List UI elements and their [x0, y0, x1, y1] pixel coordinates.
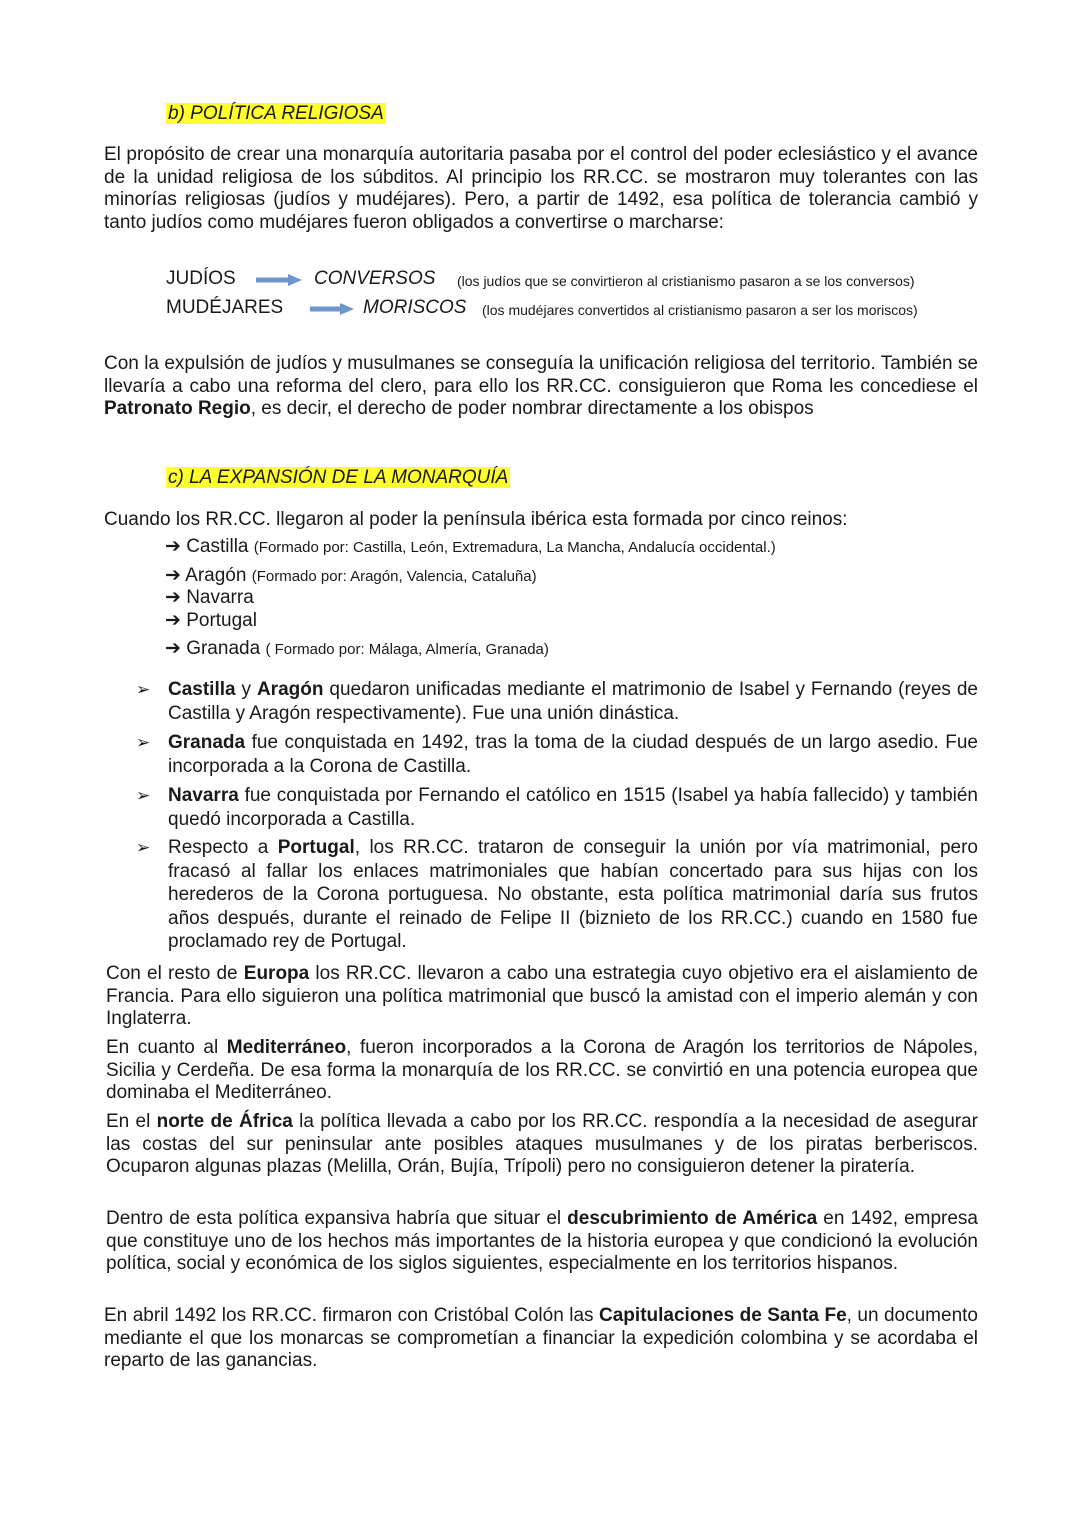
conversion-to: MORISCOS	[363, 297, 467, 318]
closing-text: Con la expulsión de judíos y musulmanes se conseguía la unificación religiosa del territorio. También se llevaría a cabo una reforma del clero, para ello los RR.CC. consiguieron que Roma les concediese el	[104, 353, 978, 397]
kingdom-name: Portugal	[186, 610, 257, 631]
kingdom-item	[165, 586, 254, 610]
paragraph-mediterraneo	[106, 1037, 978, 1105]
paragraph-text: en 1492, empresa que constituye uno de los hechos más importantes de la historia europea y que condicionó la evolución política, social y económica de los siglos siguientes, especialmente en los territorios hispanos.	[106, 1208, 978, 1275]
arrow-icon: ➔	[165, 565, 181, 586]
bullet-text: y	[235, 679, 257, 700]
bullet-navarra	[168, 784, 978, 831]
paragraph-text: los RR.CC. llevaron a cabo una estrategia cuyo objetivo era el aislamiento de Francia. Para ello siguieron una política matrimonial que buscó la amistad con el imperio alemán y con Inglaterra.	[106, 963, 978, 1030]
bold-term: Navarra	[168, 785, 239, 806]
conversion-to: CONVERSOS	[314, 268, 436, 289]
bold-term: norte de África	[156, 1111, 293, 1132]
kingdom-detail: (Formado por: Castilla, León, Extremadura, La Mancha, Andalucía occidental.)	[253, 539, 776, 556]
bullet-text: quedaron unificadas mediante el matrimonio de Isabel y Fernando (reyes de Castilla y Aragón respectivamente). Fue una unión dinástica.	[168, 679, 978, 724]
bold-term: Granada	[168, 732, 246, 753]
conversion-note: (los mudéjares convertidos al cristianismo pasaron a ser los moriscos)	[482, 302, 918, 318]
kingdom-name: Navarra	[186, 587, 254, 608]
arrow-icon: ➔	[165, 638, 181, 659]
paragraph-text: En abril 1492 los RR.CC. firmaron con Cristóbal Colón las	[104, 1305, 600, 1326]
religious-policy-intro: El propósito de crear una monarquía autoritaria pasaba por el control del poder eclesiástico y el avance de la unidad religiosa de los súbditos. Al principio los RR.CC. se mostraron muy tolerantes con las minorías religiosas (judíos y mudéjares). Pero, a partir de 1492, esa política de tolerancia cambió y tanto judíos como mudéjares fueron obligados a convertirse o marcharse:	[104, 144, 978, 233]
expansion-intro: Cuando los RR.CC. llegaron al poder la península ibérica esta formada por cinco reinos:	[104, 509, 848, 530]
paragraph-europa	[106, 963, 978, 1031]
bullet-arrow-icon: ➢	[136, 838, 151, 857]
bullet-text: fue conquistada por Fernando el católico en 1515 (Isabel ya había fallecido) y también quedó incorporada a Castilla.	[168, 785, 978, 830]
paragraph-text: , fueron incorporados a la Corona de Aragón los territorios de Nápoles, Sicilia y Cerdeña. De esa forma la monarquía de los RR.CC. se convirtió en una potencia europea que dominaba el Mediterráneo.	[106, 1037, 978, 1104]
bold-term: Castilla	[168, 679, 236, 700]
bold-term: Aragón	[256, 679, 324, 700]
section-c-heading	[166, 466, 510, 490]
paragraph-america	[106, 1208, 978, 1276]
bold-term: Portugal	[277, 837, 355, 858]
arrow-icon: ➔	[165, 610, 181, 631]
right-arrow-icon	[256, 274, 302, 286]
heading-highlight: c) LA EXPANSIÓN DE LA MONARQUÍA	[168, 467, 509, 488]
religious-policy-closing	[104, 353, 978, 421]
bold-term: Mediterráneo	[226, 1037, 347, 1058]
bold-term: descubrimiento de América	[567, 1208, 818, 1229]
bold-term: Capitulaciones de Santa Fe	[599, 1305, 847, 1326]
patronato-regio: Patronato Regio	[104, 398, 251, 420]
bullet-castilla-aragon	[168, 678, 978, 725]
paragraph-text: la política llevada a cabo por los RR.CC. respondía a la necesidad de asegurar las costas del sur peninsular ante posibles ataques musulmanes y de los piratas berberiscos. Ocuparon algunas plazas (Melilla, Orán, Bujía, Trípoli) pero no consiguieron detener la piratería.	[106, 1111, 979, 1178]
kingdom-detail: (Formado por: Aragón, Valencia, Cataluña)	[251, 568, 537, 585]
paragraph-text: En cuanto al	[106, 1037, 227, 1058]
kingdom-detail: ( Formado por: Málaga, Almería, Granada)	[265, 641, 549, 658]
paragraph-text: En el	[106, 1111, 157, 1132]
bullet-arrow-icon: ➢	[136, 733, 151, 752]
conversion-row-jews	[166, 267, 915, 291]
kingdom-item	[165, 637, 549, 662]
paragraph-text: Dentro de esta política expansiva habría que situar el	[106, 1208, 568, 1229]
paragraph-africa	[106, 1111, 978, 1179]
section-b-heading	[166, 102, 386, 126]
conversion-row-mudejares	[166, 296, 918, 320]
arrow-icon: ➔	[165, 536, 181, 557]
bullet-portugal	[168, 836, 978, 954]
conversion-note: (los judíos que se convirtieron al cristianismo pasaron a se los conversos)	[457, 273, 915, 289]
conversion-from: MUDÉJARES	[166, 297, 284, 318]
bullet-arrow-icon: ➢	[136, 680, 151, 699]
paragraph-text: , un documento mediante el que los monarcas se comprometían a financiar la expedición colombina y se acordaba el reparto de las ganancias.	[104, 1305, 978, 1372]
bullet-text: , los RR.CC. trataron de conseguir la unión por vía matrimonial, pero fracasó al fallar los enlaces matrimoniales que habían concertado para sus hijas con los herederos de la Corona portuguesa. No obstante, esta política matrimonial daría sus frutos años después, durante el reinado de Felipe II (biznieto de los RR.CC.) cuando en 1580 fue proclamado rey de Portugal.	[168, 837, 978, 952]
bullet-granada	[168, 731, 978, 778]
arrow-icon: ➔	[165, 587, 181, 608]
bullet-arrow-icon: ➢	[136, 786, 151, 805]
closing-text: , es decir, el derecho de poder nombrar directamente a los obispos	[250, 398, 814, 420]
kingdom-item	[165, 535, 776, 560]
paragraph-text: Con el resto de	[106, 963, 244, 984]
paragraph-santa-fe	[104, 1305, 978, 1373]
bullet-text: fue conquistada en 1492, tras la toma de la ciudad después de un largo asedio. Fue incorporada a la Corona de Castilla.	[168, 732, 978, 777]
kingdom-name: Granada	[186, 638, 261, 659]
right-arrow-icon	[310, 303, 354, 315]
kingdom-item	[165, 609, 257, 633]
bold-term: Europa	[243, 963, 310, 984]
heading-highlight: b) POLÍTICA RELIGIOSA	[168, 103, 384, 124]
conversion-from: JUDÍOS	[166, 268, 236, 289]
kingdom-name: Castilla	[186, 536, 249, 557]
kingdom-name: Aragón	[185, 565, 247, 586]
bullet-text: Respecto a	[168, 837, 278, 858]
